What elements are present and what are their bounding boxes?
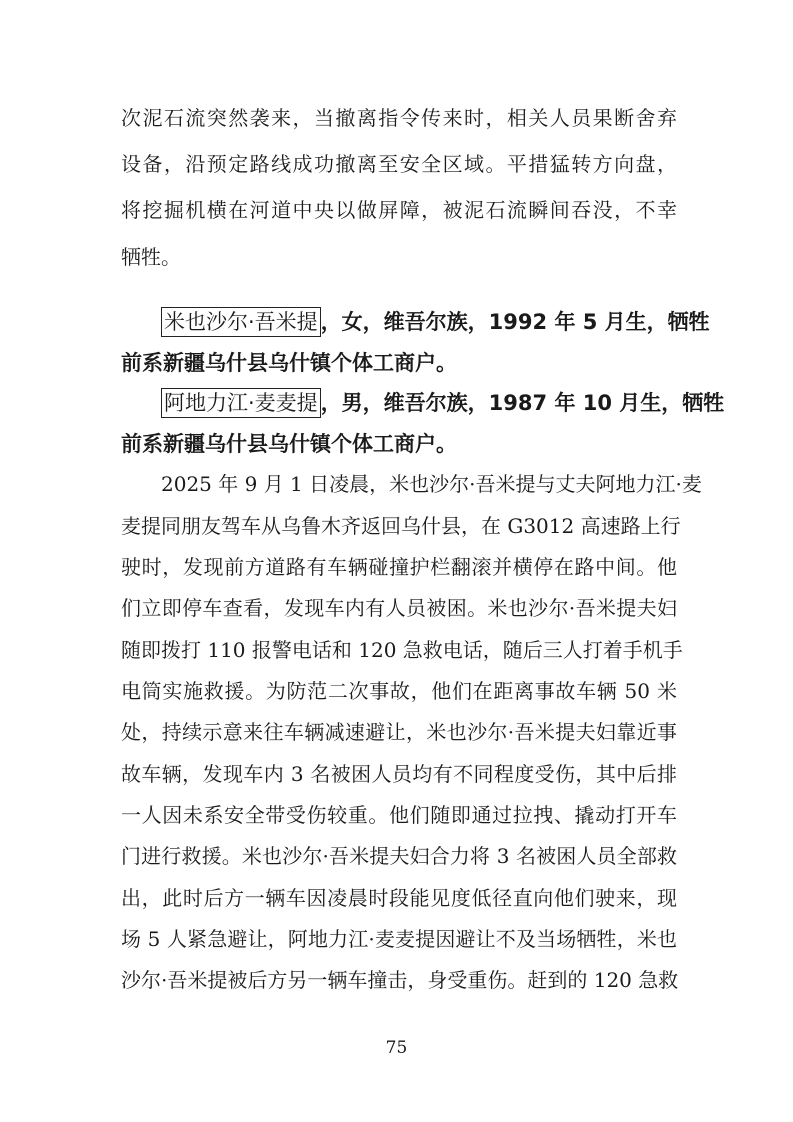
story2-line-1: 2025 年 9 月 1 日凌晨，米也沙尔·吾米提与丈夫阿地力江·麦 xyxy=(161,472,702,496)
story2-line-8: 故车辆，发现车内 3 名被困人员均有不同程度受伤，其中后排 xyxy=(121,762,677,786)
story2-line-5: 随即拨打 110 报警电话和 120 急救电话，随后三人打着手机手 xyxy=(121,638,683,662)
person2-details: ，男，维吾尔族，1987 年 10 月生，牺牲 xyxy=(320,391,725,415)
story2-line-2: 麦提同朋友驾车从乌鲁木齐返回乌什县，在 G3012 高速路上行 xyxy=(121,514,681,538)
person1-details: ，女，维吾尔族，1992 年 5 月生，牺牲 xyxy=(320,310,710,334)
story2-line-11: 出，此时后方一辆车因凌晨时段能见度低径直向他们驶来，现 xyxy=(121,886,677,910)
story1-line-1: 次泥石流突然袭来，当撤离指令传来时，相关人员果断舍弃 xyxy=(121,106,677,130)
story1-line-2: 设备，沿预定路线成功撤离至安全区域。平措猛转方向盘， xyxy=(121,152,677,176)
person1-line-2: 前系新疆乌什县乌什镇个体工商户。 xyxy=(121,351,457,375)
person2-name: 阿地力江·麦麦提 xyxy=(161,388,321,418)
person1-name: 米也沙尔·吾米提 xyxy=(161,307,321,337)
story2-line-3: 驶时，发现前方道路有车辆碰撞护栏翻滚并横停在路中间。他 xyxy=(121,555,677,579)
story2-line-6: 电筒实施救援。为防范二次事故，他们在距离事故车辆 50 米 xyxy=(121,679,677,703)
story2-line-9: 一人因未系安全带受伤较重。他们随即通过拉拽、撬动打开车 xyxy=(121,803,677,827)
story2-line-12: 场 5 人紧急避让，阿地力江·麦麦提因避让不及当场牺牲，米也 xyxy=(121,927,677,951)
story2-line-4: 们立即停车查看，发现车内有人员被困。米也沙尔·吾米提夫妇 xyxy=(121,596,677,620)
person1-heading xyxy=(161,307,710,337)
page-number: 75 xyxy=(385,1038,408,1058)
person2-heading xyxy=(161,388,725,418)
story2-line-10: 门进行救援。米也沙尔·吾米提夫妇合力将 3 名被困人员全部救 xyxy=(121,844,677,868)
person2-line-2: 前系新疆乌什县乌什镇个体工商户。 xyxy=(121,432,457,456)
story2-line-7: 处，持续示意来往车辆减速避让，米也沙尔·吾米提夫妇靠近事 xyxy=(121,720,677,744)
story1-line-4: 牺牲。 xyxy=(121,245,181,269)
story1-line-3: 将挖掘机横在河道中央以做屏障，被泥石流瞬间吞没，不幸 xyxy=(121,198,677,222)
story2-line-13: 沙尔·吾米提被后方另一辆车撞击，身受重伤。赶到的 120 急救 xyxy=(121,968,679,992)
